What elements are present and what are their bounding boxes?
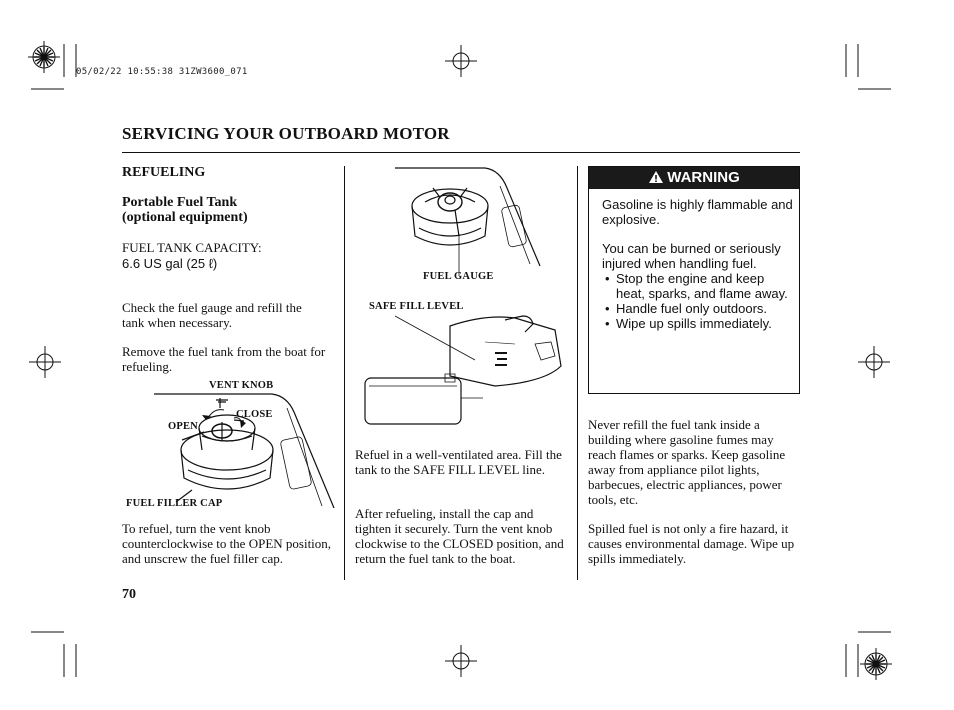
- crop-mark-icon: [846, 44, 891, 89]
- registration-target-icon: [445, 45, 477, 77]
- page-number: 70: [122, 587, 136, 602]
- print-info: 05/02/22 10:55:38 31ZW3600_071: [76, 67, 248, 77]
- warning-triangle-icon: [648, 170, 664, 184]
- fuel-filler-cap-label: FUEL FILLER CAP: [126, 498, 223, 509]
- warning-header: [589, 167, 799, 189]
- never-refill-paragraph: Never refill the fuel tank inside a building where gasoline fumes may reach flames or sparks. Keep gasoline away from appliance pilot lights, barbecues, electric appliances, power tools, etc.: [588, 417, 786, 507]
- section-title: SERVICING YOUR OUTBOARD MOTOR: [122, 124, 450, 143]
- warning-box: [588, 166, 800, 394]
- to-refuel-paragraph: To refuel, turn the vent knob counterclockwise to the OPEN position, and unscrew the fuel filler cap.: [122, 521, 332, 566]
- check-gauge-paragraph: Check the fuel gauge and refill the tank when necessary.: [122, 300, 302, 330]
- remove-tank-paragraph: Remove the fuel tank from the boat for refueling.: [122, 344, 326, 374]
- registration-target-icon: [858, 346, 890, 378]
- column-divider: [577, 166, 578, 580]
- ventilated-paragraph: Refuel in a well-ventilated area. Fill the tank to the SAFE FILL LEVEL line.: [355, 447, 562, 477]
- fuel-gauge-label: FUEL GAUGE: [423, 271, 494, 282]
- registration-target-icon: [860, 648, 892, 680]
- column-divider: [344, 166, 345, 580]
- warning-line-2: You can be burned or seriously injured when handling fuel.: [602, 241, 781, 271]
- warning-text: [602, 197, 794, 331]
- capacity-label: FUEL TANK CAPACITY:: [122, 240, 262, 255]
- optional-equipment-heading: (optional equipment): [122, 210, 248, 225]
- warning-bullets: [602, 271, 794, 331]
- registration-target-icon: [29, 346, 61, 378]
- capacity-value: 6.6 US gal (25 ℓ): [122, 256, 218, 271]
- refueling-heading: REFUELING: [122, 165, 206, 180]
- spilled-fuel-paragraph: Spilled fuel is not only a fire hazard, it causes environmental damage. Wipe up spills immediately.: [588, 521, 795, 566]
- open-label: OPEN: [168, 421, 198, 432]
- registration-target-icon: [28, 41, 60, 73]
- warning-bullet: • Stop the engine and keep heat, sparks, and flame away.: [602, 271, 794, 301]
- close-label: CLOSE: [236, 409, 273, 420]
- registration-target-icon: [445, 645, 477, 677]
- after-refueling-paragraph: After refueling, install the cap and tighten it securely. Turn the vent knob clockwise to the CLOSED position, and return the fuel tank to the boat.: [355, 506, 564, 566]
- crop-mark-icon: [31, 632, 76, 677]
- header-rule: [122, 152, 800, 153]
- safe-fill-level-label: SAFE FILL LEVEL: [369, 301, 464, 312]
- warning-title: WARNING: [667, 169, 740, 186]
- warning-bullet: • Handle fuel only outdoors.: [602, 301, 794, 316]
- warning-bullet: • Wipe up spills immediately.: [602, 316, 794, 331]
- vent-knob-label: VENT KNOB: [209, 380, 274, 391]
- portable-tank-heading: Portable Fuel Tank: [122, 195, 238, 210]
- vent-knob-figure: [122, 378, 342, 518]
- warning-line-1: Gasoline is highly flammable and explosive.: [602, 197, 793, 227]
